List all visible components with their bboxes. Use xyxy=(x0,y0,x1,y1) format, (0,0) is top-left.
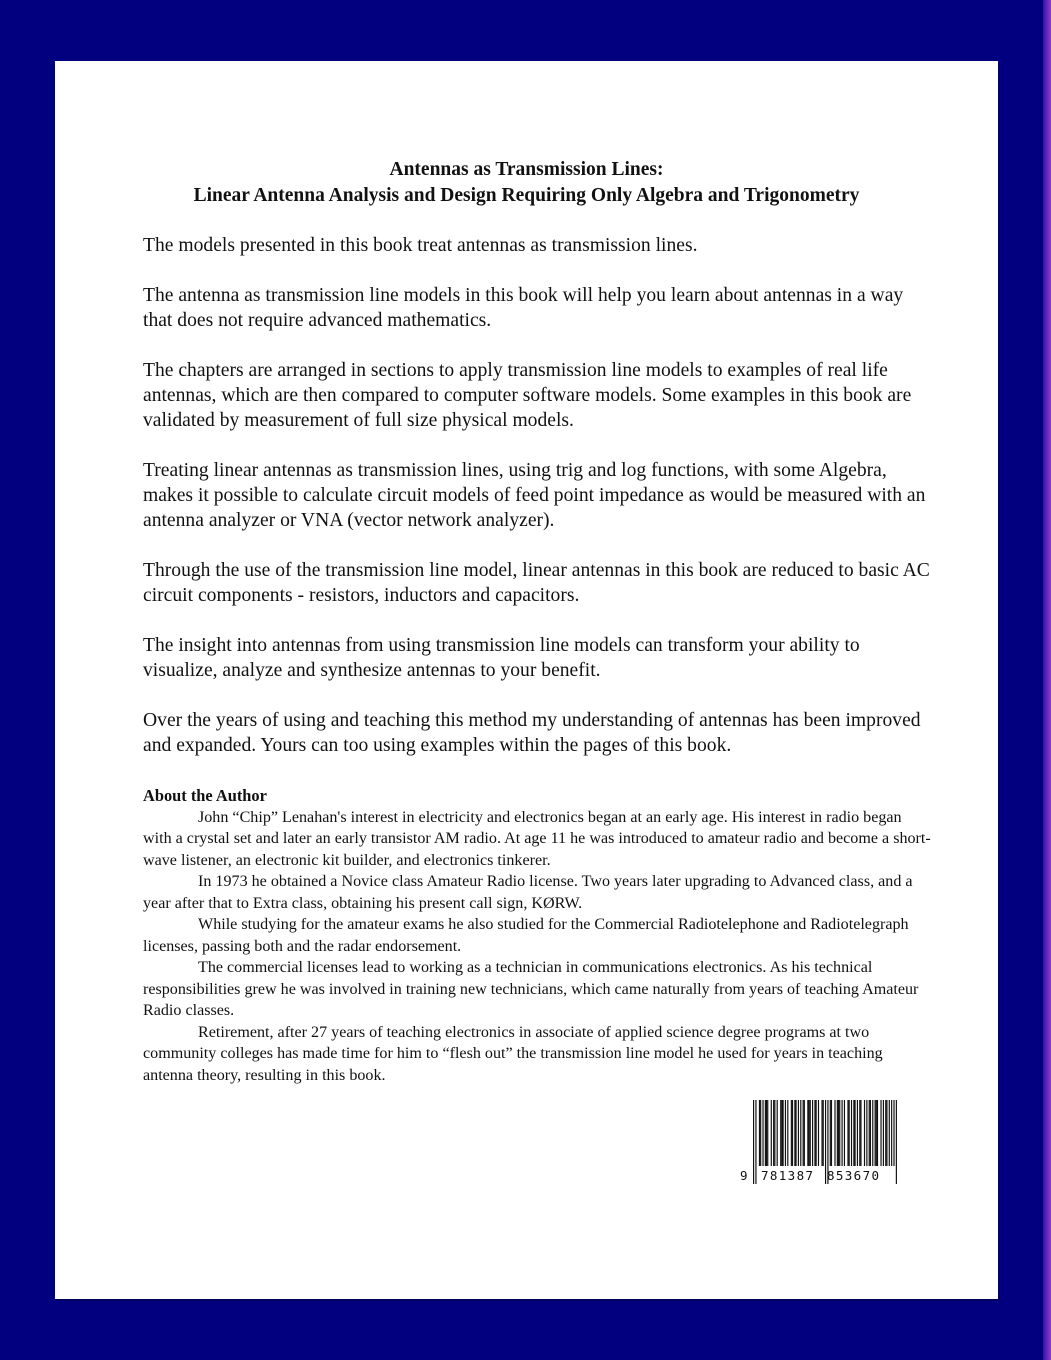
author-paragraph: John “Chip” Lenahan's interest in electricity and electronics began at an early age. His interest in radio began with a crystal set and later an early transistor AM radio. At age 11 he was introduced to amateur radio and become a short-wave listener, an electronic kit builder, and electronics tinkerer. xyxy=(143,808,931,869)
barcode-bar xyxy=(877,1100,878,1166)
barcode-bar xyxy=(893,1100,894,1166)
barcode-bar xyxy=(847,1100,848,1166)
barcode-bar xyxy=(854,1100,855,1166)
barcode-bar xyxy=(880,1100,881,1166)
barcode-bar xyxy=(885,1100,886,1166)
barcode-bar xyxy=(883,1100,884,1166)
barcode-bar xyxy=(787,1100,788,1166)
author-paragraph: Retirement, after 27 years of teaching electronics in associate of applied science degree programs at two community colleges has made time for him to “flesh out” the transmission line model he used for years in teaching antenna theory, resulting in this book. xyxy=(143,1023,883,1084)
barcode-bar xyxy=(860,1100,861,1166)
barcode-bar xyxy=(780,1100,781,1166)
author-paragraph: In 1973 he obtained a Novice class Amateur Radio license. Two years later upgrading to Advanced class, and a year after that to Extra class, obtaining his present call sign, KØRW. xyxy=(143,873,913,912)
barcode-bar xyxy=(889,1100,890,1166)
barcode-bar xyxy=(859,1100,860,1166)
about-the-author xyxy=(143,785,933,1086)
description-paragraph: The insight into antennas from using transmission line models can transform your ability to visualize, analyze and synthesize antennas to your benefit. xyxy=(143,635,860,681)
barcode-bar xyxy=(875,1100,876,1166)
barcode-bar xyxy=(759,1100,760,1166)
author-paragraph: The commercial licenses lead to working as a technician in communications electronics. As his technical responsibilities grew he was involved in training new technicians, which came naturally from years of teaching Amateur Radio classes. xyxy=(143,959,919,1019)
barcode-digit-first: 9 xyxy=(740,1168,748,1183)
book-title xyxy=(55,157,998,209)
barcode-bar xyxy=(753,1100,754,1184)
barcode-bar xyxy=(825,1100,826,1184)
barcode-bar xyxy=(842,1100,843,1166)
barcode-bar xyxy=(760,1100,761,1166)
description-paragraph: Through the use of the transmission line model, linear antennas in this book are reduced to basic AC circuit components - resistors, inductors and capacitors. xyxy=(143,560,930,606)
barcode-bar xyxy=(814,1100,815,1166)
barcode-bar xyxy=(876,1100,877,1166)
barcode-bar xyxy=(851,1100,852,1166)
barcode-bar xyxy=(870,1100,871,1166)
barcode-bar xyxy=(794,1100,795,1166)
barcode-bar xyxy=(755,1100,756,1184)
barcode-bar xyxy=(808,1100,809,1166)
barcode-bar xyxy=(821,1100,822,1166)
barcode-bar xyxy=(773,1100,774,1166)
barcode-digits-left: 781387 xyxy=(761,1168,813,1183)
barcode-bar xyxy=(777,1100,778,1166)
barcode-graphic xyxy=(739,1100,901,1184)
barcode-bar xyxy=(891,1100,892,1166)
barcode-bar xyxy=(864,1100,865,1166)
barcode-bar xyxy=(792,1100,793,1166)
author-paragraph: While studying for the amateur exams he also studied for the Commercial Radiotelephone and Radiotelegraph licenses, passing both and the radar endorsement. xyxy=(143,916,909,955)
barcode-bar xyxy=(869,1100,870,1166)
description-paragraph: The antenna as transmission line models in this book will help you learn about antennas in a way that does not require advanced mathematics. xyxy=(143,285,904,331)
barcode-bar xyxy=(872,1100,873,1166)
barcode-bar xyxy=(765,1100,766,1166)
barcode-bar xyxy=(866,1100,867,1166)
barcode-bar xyxy=(781,1100,782,1166)
title-line-1: Antennas as Transmission Lines: xyxy=(389,159,664,180)
description-paragraph: Over the years of using and teaching this method my understanding of antennas has been improved and expanded. Yours can too using examples within the pages of this book. xyxy=(143,710,921,756)
barcode-bar xyxy=(783,1100,784,1166)
title-line-2: Linear Antenna Analysis and Design Requiring Only Algebra and Trigonometry xyxy=(193,185,860,206)
description-paragraph: The models presented in this book treat antennas as transmission lines. xyxy=(143,235,698,256)
barcode-bar xyxy=(791,1100,792,1166)
about-heading: About the Author xyxy=(143,786,267,805)
description-paragraph: Treating linear antennas as transmission lines, using trig and log functions, with some Algebra, makes it possible to calculate circuit models of feed point impedance as would be measured with an antenna analyzer or VNA (vector network analyzer). xyxy=(143,460,926,531)
page-edge-stripe xyxy=(1043,0,1051,1360)
barcode-bar xyxy=(774,1100,775,1166)
barcode-bar xyxy=(771,1100,772,1166)
barcode-digits-right: 853670 xyxy=(827,1168,879,1183)
barcode-bar xyxy=(767,1100,768,1166)
isbn-barcode xyxy=(739,1100,901,1184)
barcode-bar xyxy=(837,1100,838,1166)
barcode-bar xyxy=(831,1100,832,1166)
barcode-bar xyxy=(785,1100,786,1166)
barcode-bar xyxy=(812,1100,813,1166)
barcode-bar xyxy=(810,1100,811,1166)
barcode-bar xyxy=(853,1100,854,1166)
back-cover-page xyxy=(55,61,998,1299)
barcode-bar xyxy=(896,1100,897,1184)
barcode-bar xyxy=(818,1100,819,1166)
description-paragraph: The chapters are arranged in sections to apply transmission line models to examples of real life antennas, which are then compared to computer software models. Some examples in this book are validated by measurement of full size physical models. xyxy=(143,360,912,431)
barcode-bar xyxy=(839,1100,840,1166)
barcode-bar xyxy=(804,1100,805,1166)
barcode-bar xyxy=(849,1100,850,1166)
barcode-bar xyxy=(823,1100,824,1166)
barcode-bar xyxy=(886,1100,887,1166)
barcode-bar xyxy=(816,1100,817,1166)
barcode-bar xyxy=(830,1100,831,1166)
barcode-bar xyxy=(803,1100,804,1166)
barcode-bar xyxy=(807,1100,808,1166)
barcode-bar xyxy=(795,1100,796,1166)
barcode-bar xyxy=(798,1100,799,1166)
barcode-bar xyxy=(766,1100,767,1166)
barcode-bar xyxy=(762,1100,763,1166)
barcode-bar xyxy=(844,1100,845,1166)
barcode-bar xyxy=(800,1100,801,1166)
barcode-bar xyxy=(857,1100,858,1166)
book-description xyxy=(143,233,933,783)
barcode-bar xyxy=(838,1100,839,1166)
barcode-bar xyxy=(834,1100,835,1166)
